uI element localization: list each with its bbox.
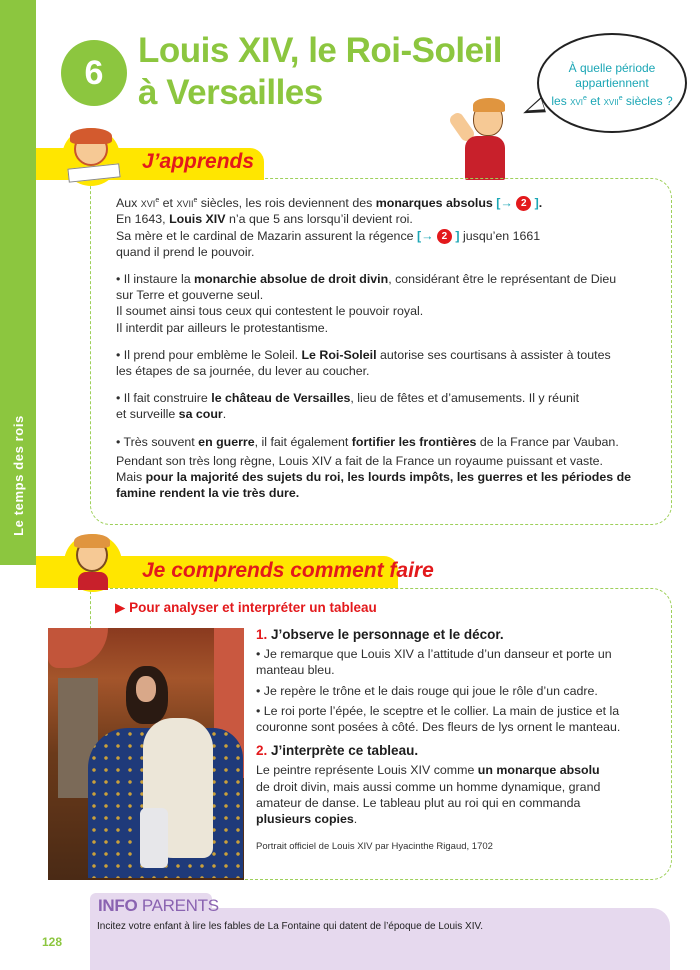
portrait-caption: Portrait officiel de Louis XIV par Hyacinthe Rigaud, 1702 xyxy=(256,841,493,853)
step-1-title: 1. J’observe le personnage et le décor. xyxy=(256,627,504,642)
glossary-link[interactable]: [→ 2 ] xyxy=(492,196,539,211)
step-1-item: • Je repère le trône et le dais rouge qui joue le rôle d’un cadre. xyxy=(256,683,598,698)
boy-pointing-illustration xyxy=(455,98,520,180)
step-1-item: • Je remarque que Louis XIV a l’attitude d’un danseur et porte un manteau bleu. xyxy=(256,647,612,678)
girl-reading-illustration xyxy=(62,128,120,186)
japprends-title: J’apprends xyxy=(142,150,255,173)
step-2-text: Le peintre représente Louis XIV comme un monarque absolu de droit divin, mais aussi comme un homme dynamique, grand amateur de danse. Le tableau plut au roi qui en commanda plusieurs copies. xyxy=(256,763,601,827)
info-parents-text: Incitez votre enfant à lire les fables de La Fontaine qui datent de l’époque de Louis XIV. xyxy=(97,921,484,932)
boy-ok-illustration xyxy=(64,534,122,592)
japprends-content xyxy=(116,193,671,501)
method-steps xyxy=(256,627,656,855)
intro-paragraph: Aux xvi$^e$ et xvii$^e$ siècles, les rois deviennent des monarques absolus [→ 2 ]. En 1643, Louis XIV n’a que 5 ans lorsqu’il devient roi. Sa mère et le cardinal de Mazarin assurent la régence [→ 2 ] jusqu’en 1661 quand il prend le pouvoir. xyxy=(116,196,543,259)
method-heading: ▶ Pour analyser et interpréter un tableau xyxy=(115,600,377,615)
page-number: 128 xyxy=(42,935,63,949)
info-parents-title: INFO PARENTS xyxy=(98,896,219,915)
bullet-sun-king: • Il prend pour emblème le Soleil. Le Roi-Soleil autorise ses courtisans à assister à toutes les étapes de sa journée, du lever au coucher. xyxy=(116,347,611,378)
glossary-link[interactable]: [→ 2 ] xyxy=(416,228,460,243)
speech-bubble xyxy=(537,33,687,133)
bubble-question: À quelle période appartiennent les xvi$^e$ et xvii$^e$ siècles ? xyxy=(551,61,673,108)
info-parents-box xyxy=(90,908,670,970)
step-1-item: • Le roi porte l’épée, le sceptre et le collier. La main de justice et la couronne sont posées à côté. Des fleurs de lys ornent le manteau. xyxy=(256,703,621,735)
louis-xiv-portrait-image xyxy=(48,628,244,880)
chapter-title: Louis XIV, le Roi-Soleil à Versailles xyxy=(138,31,503,112)
conclusion-paragraph: Pendant son très long règne, Louis XIV a fait de la France un royaume puissant et vaste. Mais pour la majorité des sujets du roi, les lourds impôts, les guerres et les périodes de famine rendent la vie très dure. xyxy=(116,453,632,501)
jecomprends-title: Je comprends comment faire xyxy=(142,559,434,582)
step-2-title: 2. J’interprète ce tableau. xyxy=(256,743,419,759)
bullet-divine-right: • Il instaure la monarchie absolue de droit divin, considérant être le représentant de Dieu sur Terre et gouverne seul. Il soumet ainsi tous ceux qui contestent le pouvoir royal. Il interdit par ailleurs le protestantisme. xyxy=(116,271,617,335)
bullet-versailles: • Il fait construire le château de Versailles, lieu de fêtes et d’amusements. Il y réunit et surveille sa cour. xyxy=(116,391,580,422)
sidebar-label: Le temps des rois xyxy=(10,414,26,536)
bullet-war: • Très souvent en guerre, il fait également fortifier les frontières de la France par Vauban. xyxy=(116,434,619,449)
chapter-number-badge: 6 xyxy=(61,40,127,106)
